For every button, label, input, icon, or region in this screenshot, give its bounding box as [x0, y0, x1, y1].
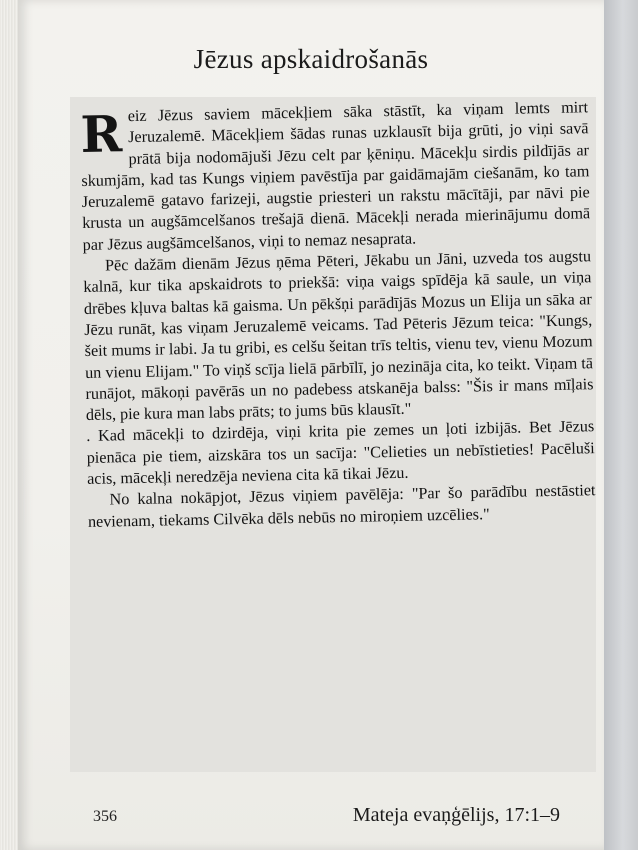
paragraph-1: [80, 97, 591, 256]
page-number: 356: [93, 808, 117, 825]
book-page: [18, 0, 604, 850]
text-panel: [70, 97, 596, 772]
paragraph-1-text: eiz Jēzus saviem mācekļiem sāka stāstīt, ka viņam lemts mirt Jeruzalemē. Mācekļiem šādas runas uzklausīt bija grūti, jo viņi savā prātā bija nodomājuši Jēzu celt par ķēniņu. Mācekļu sirdis pildījās ar skumjām, kad tas Kungs viņiem pavēstīja par gaidāmajām ciešanām, ko tam Jeruzalemē gatavo farizeji, augstie priesteri un rakstu mācītāji, par nāvi pie krusta un augšāmcelšanos trešajā dienā. Mācekļi nerada mierinājumu domā par Jēzus augšāmcelšanos, viņi to nemaz nesaprata.: [81, 98, 591, 254]
paragraph-4: No kalna nokāpjot, Jēzus viņiem pavēlēja: "Par šo parādību nestāstiet nevienam, tiekams Cilvēka dēls nebūs no miroņiem uzcēlies.": [87, 481, 596, 531]
paragraph-3: . Kad mācekļi to dzirdēja, viņi krita pie zemes un ļoti izbijās. Bet Jēzus pienāca pie tiem, aizskāra tos un sacīja: "Celieties un nebīstieties! Pacēluši acis, mācekļi neredzēja neviena cita kā tikai Jēzu.: [86, 417, 595, 488]
story-text: [80, 97, 596, 533]
book-reference: Mateja evaņģēlijs, 17:1–9: [352, 804, 560, 826]
drop-cap: R: [79, 104, 123, 164]
background-edge: [600, 0, 638, 850]
page-title: Jēzus apskaidrošanās: [193, 44, 429, 74]
paragraph-2: Pēc dažām dienām Jēzus ņēma Pēteri, Jēkabu un Jāni, uzveda tos augstu kalnā, kur tika apskaidrots to priekšā: viņa vaigs spīdēja kā saule, un viņa drēbes kļuva baltas kā gaisma. Un pēkšņi parādījās Mozus un Elija un sāka ar Jēzu runāt, kas viņam Jeruzalemē veicams. Tad Pēteris Jēzum teica: "Kungs, šeit mums ir labi. Ja tu gribi, es celšu šeitan trīs teltis, vienu tev, vienu Mozum un vienu Elijam." To viņš scīja lielā pārbīlī, jo nezināja cita, ko teikt. Viņam tā runājot, mākoņi pavērās un no padebess atskanēja balss: "Šis ir mans mīļais dēls, pie kura man labs prāts; to jums būs klausīt.": [83, 247, 594, 425]
